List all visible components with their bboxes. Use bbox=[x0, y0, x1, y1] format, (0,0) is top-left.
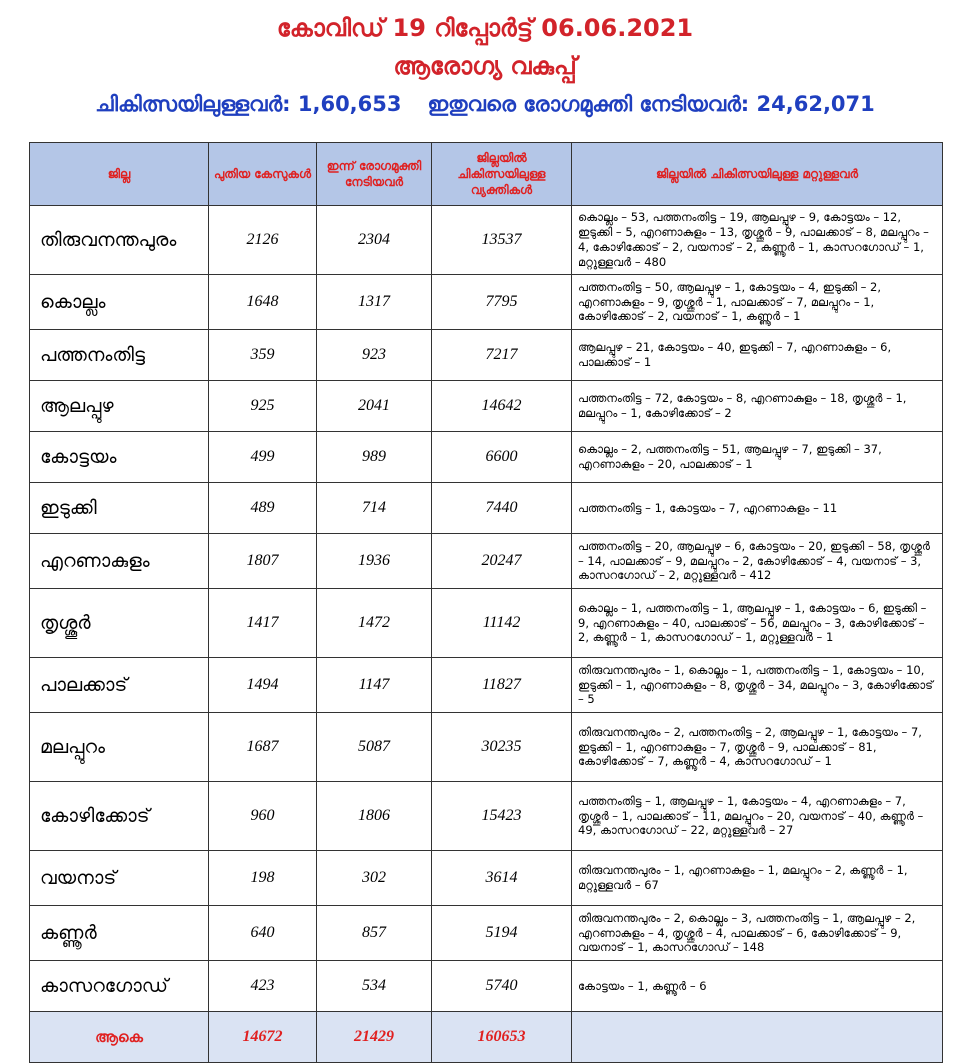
district-name: കോട്ടയം bbox=[30, 432, 209, 483]
others-breakdown: തിരുവനന്തപുരം – 2, കൊല്ലം – 3, പത്തനംതിട്ട – 1, ആലപ്പുഴ – 2, എറണാകുളം – 4, തൃശ്ശൂർ – 4, പാലക്കാട് – 6, കോഴിക്കോട് – 9, വയനാട് – 1, കാസറഗോഡ് – 148 bbox=[572, 906, 943, 961]
recovered-total-summary: ഇതുവരെ രോഗമുക്തി നേടിയവർ: 24,62,071 bbox=[427, 92, 875, 116]
new-cases: 1807 bbox=[209, 534, 317, 589]
district-table bbox=[29, 142, 943, 1063]
table-row bbox=[30, 534, 943, 589]
under-treatment: 5194 bbox=[432, 906, 572, 961]
total-under-treatment: 160653 bbox=[432, 1012, 572, 1063]
new-cases: 1687 bbox=[209, 713, 317, 782]
table-row bbox=[30, 432, 943, 483]
under-treatment: 7795 bbox=[432, 275, 572, 330]
under-treatment: 14642 bbox=[432, 381, 572, 432]
district-name: പാലക്കാട് bbox=[30, 658, 209, 713]
district-name: കണ്ണൂർ bbox=[30, 906, 209, 961]
header-others: ജില്ലയിൽ ചികിത്സയിലുള്ള മറ്റുള്ളവർ bbox=[572, 143, 943, 206]
district-name: കോഴിക്കോട് bbox=[30, 782, 209, 851]
under-treatment: 13537 bbox=[432, 206, 572, 275]
others-breakdown: കൊല്ലം – 1, പത്തനംതിട്ട – 1, ആലപ്പുഴ – 1, കോട്ടയം – 6, ഇടുക്കി – 9, എറണാകുളം – 40, പാലക്കാട് – 56, മലപ്പുറം – 3, കോഴിക്കോട് – 2, കണ്ണൂർ – 1, കാസറഗോഡ് – 1, മറ്റുള്ളവർ – 1 bbox=[572, 589, 943, 658]
total-row bbox=[30, 1012, 943, 1063]
district-name: മലപ്പുറം bbox=[30, 713, 209, 782]
recovered-today: 714 bbox=[317, 483, 432, 534]
table-row bbox=[30, 275, 943, 330]
district-name: ആലപ്പുഴ bbox=[30, 381, 209, 432]
summary-line bbox=[0, 92, 970, 117]
recovered-today: 1806 bbox=[317, 782, 432, 851]
under-treatment: 5740 bbox=[432, 961, 572, 1012]
others-breakdown: പത്തനംതിട്ട – 1, ആലപ്പുഴ – 1, കോട്ടയം – 4, എറണാകുളം – 7, തൃശ്ശൂർ – 1, പാലക്കാട് – 11, മലപ്പുറം – 20, വയനാട് – 40, കണ്ണൂർ – 49, കാസറഗോഡ് – 22, മറ്റുള്ളവർ – 27 bbox=[572, 782, 943, 851]
recovered-today: 5087 bbox=[317, 713, 432, 782]
report-title: കോവിഡ് 19 റിപ്പോർട്ട് 06.06.2021 bbox=[276, 14, 694, 42]
table-row bbox=[30, 381, 943, 432]
new-cases: 1648 bbox=[209, 275, 317, 330]
district-name: ഇടുക്കി bbox=[30, 483, 209, 534]
table-row bbox=[30, 906, 943, 961]
recovered-today: 1317 bbox=[317, 275, 432, 330]
new-cases: 640 bbox=[209, 906, 317, 961]
others-breakdown: കോട്ടയം – 1, കണ്ണൂർ – 6 bbox=[572, 961, 943, 1012]
new-cases: 1417 bbox=[209, 589, 317, 658]
others-breakdown: തിരുവനന്തപുരം – 2, പത്തനംതിട്ട – 2, ആലപ്പുഴ – 1, കോട്ടയം – 7, ഇടുക്കി – 1, എറണാകുളം – 7, തൃശ്ശൂർ – 9, പാലക്കാട് – 81, കോഴിക്കോട് – 7, കണ്ണൂർ – 4, കാസറഗോഡ് – 1 bbox=[572, 713, 943, 782]
new-cases: 499 bbox=[209, 432, 317, 483]
table-row bbox=[30, 589, 943, 658]
new-cases: 925 bbox=[209, 381, 317, 432]
recovered-today: 1936 bbox=[317, 534, 432, 589]
under-treatment: 11827 bbox=[432, 658, 572, 713]
recovered-today: 2041 bbox=[317, 381, 432, 432]
recovered-today: 302 bbox=[317, 851, 432, 906]
others-breakdown: പത്തനംതിട്ട – 1, കോട്ടയം – 7, എറണാകുളം – 11 bbox=[572, 483, 943, 534]
total-new-cases: 14672 bbox=[209, 1012, 317, 1063]
new-cases: 423 bbox=[209, 961, 317, 1012]
district-name: തിരുവനന്തപുരം bbox=[30, 206, 209, 275]
under-treatment: 15423 bbox=[432, 782, 572, 851]
table-row bbox=[30, 782, 943, 851]
under-treatment: 6600 bbox=[432, 432, 572, 483]
new-cases: 2126 bbox=[209, 206, 317, 275]
district-name: കാസറഗോഡ് bbox=[30, 961, 209, 1012]
table-row bbox=[30, 961, 943, 1012]
recovered-today: 534 bbox=[317, 961, 432, 1012]
under-treatment: 20247 bbox=[432, 534, 572, 589]
total-label: ആകെ bbox=[30, 1012, 209, 1063]
department-name: ആരോഗ്യ വകുപ്പ് bbox=[393, 52, 577, 80]
recovered-today: 857 bbox=[317, 906, 432, 961]
others-breakdown: പത്തനംതിട്ട – 50, ആലപ്പുഴ – 1, കോട്ടയം – 4, ഇടുക്കി – 2, എറണാകുളം – 9, തൃശ്ശൂർ – 1, പാലക്കാട് – 7, മലപ്പുറം – 1, കോഴിക്കോട് – 2, വയനാട് – 1, കണ്ണൂർ – 1 bbox=[572, 275, 943, 330]
new-cases: 198 bbox=[209, 851, 317, 906]
under-treatment: 3614 bbox=[432, 851, 572, 906]
others-breakdown: ആലപ്പുഴ – 21, കോട്ടയം – 40, ഇടുക്കി – 7, എറണാകുളം – 6, പാലക്കാട് – 1 bbox=[572, 330, 943, 381]
recovered-today: 1472 bbox=[317, 589, 432, 658]
table-header-row bbox=[30, 143, 943, 206]
new-cases: 960 bbox=[209, 782, 317, 851]
new-cases: 489 bbox=[209, 483, 317, 534]
header-under-treatment: ജില്ലയിൽ ചികിത്സയിലുള്ള വ്യക്തികൾ bbox=[432, 143, 572, 206]
header-recovered-today: ഇന്ന് രോഗമുക്തി നേടിയവർ bbox=[317, 143, 432, 206]
total-others bbox=[572, 1012, 943, 1063]
others-breakdown: പത്തനംതിട്ട – 72, കോട്ടയം – 8, എറണാകുളം – 18, തൃശ്ശൂർ – 1, മലപ്പുറം – 1, കോഴിക്കോട് – 2 bbox=[572, 381, 943, 432]
recovered-today: 923 bbox=[317, 330, 432, 381]
under-treatment: 30235 bbox=[432, 713, 572, 782]
header-district: ജില്ല bbox=[30, 143, 209, 206]
recovered-today: 1147 bbox=[317, 658, 432, 713]
district-name: കൊല്ലം bbox=[30, 275, 209, 330]
recovered-today: 989 bbox=[317, 432, 432, 483]
under-treatment: 11142 bbox=[432, 589, 572, 658]
under-treatment: 7217 bbox=[432, 330, 572, 381]
others-breakdown: തിരുവനന്തപുരം – 1, കൊല്ലം – 1, പത്തനംതിട്ട – 1, കോട്ടയം – 10, ഇടുക്കി – 1, എറണാകുളം – 8, തൃശ്ശൂർ – 34, മലപ്പുറം – 3, കോഴിക്കോട് – 5 bbox=[572, 658, 943, 713]
under-treatment: 7440 bbox=[432, 483, 572, 534]
table-row bbox=[30, 330, 943, 381]
district-name: എറണാകുളം bbox=[30, 534, 209, 589]
district-name: വയനാട് bbox=[30, 851, 209, 906]
new-cases: 1494 bbox=[209, 658, 317, 713]
others-breakdown: കൊല്ലം – 53, പത്തനംതിട്ട – 19, ആലപ്പുഴ – 9, കോട്ടയം – 12, ഇടുക്കി – 5, എറണാകുളം – 13, തൃശ്ശൂർ – 9, പാലക്കാട് – 8, മലപ്പുറം – 4, കോഴിക്കോട് – 2, വയനാട് – 2, കണ്ണൂർ – 1, കാസറഗോഡ് – 1, മറ്റുള്ളവർ – 480 bbox=[572, 206, 943, 275]
under-treatment-summary: ചികിത്സയിലുള്ളവർ: 1,60,653 bbox=[95, 92, 402, 116]
district-name: പത്തനംതിട്ട bbox=[30, 330, 209, 381]
table-row bbox=[30, 658, 943, 713]
header-new-cases: പുതിയ കേസുകൾ bbox=[209, 143, 317, 206]
table-row bbox=[30, 851, 943, 906]
new-cases: 359 bbox=[209, 330, 317, 381]
total-recovered-today: 21429 bbox=[317, 1012, 432, 1063]
others-breakdown: കൊല്ലം – 2, പത്തനംതിട്ട – 51, ആലപ്പുഴ – 7, ഇടുക്കി – 37, എറണാകുളം – 20, പാലക്കാട് – 1 bbox=[572, 432, 943, 483]
others-breakdown: പത്തനംതിട്ട – 20, ആലപ്പുഴ – 6, കോട്ടയം – 20, ഇടുക്കി – 58, തൃശ്ശൂർ – 14, പാലക്കാട് – 9, മലപ്പുറം – 2, കോഴിക്കോട് – 4, വയനാട് – 3, കാസറഗോഡ് – 2, മറ്റുള്ളവർ – 412 bbox=[572, 534, 943, 589]
table-row bbox=[30, 206, 943, 275]
table-row bbox=[30, 483, 943, 534]
others-breakdown: തിരുവനന്തപുരം – 1, എറണാകുളം – 1, മലപ്പുറം – 2, കണ്ണൂർ – 1, മറ്റുള്ളവർ – 67 bbox=[572, 851, 943, 906]
table-row bbox=[30, 713, 943, 782]
district-name: തൃശ്ശൂർ bbox=[30, 589, 209, 658]
recovered-today: 2304 bbox=[317, 206, 432, 275]
